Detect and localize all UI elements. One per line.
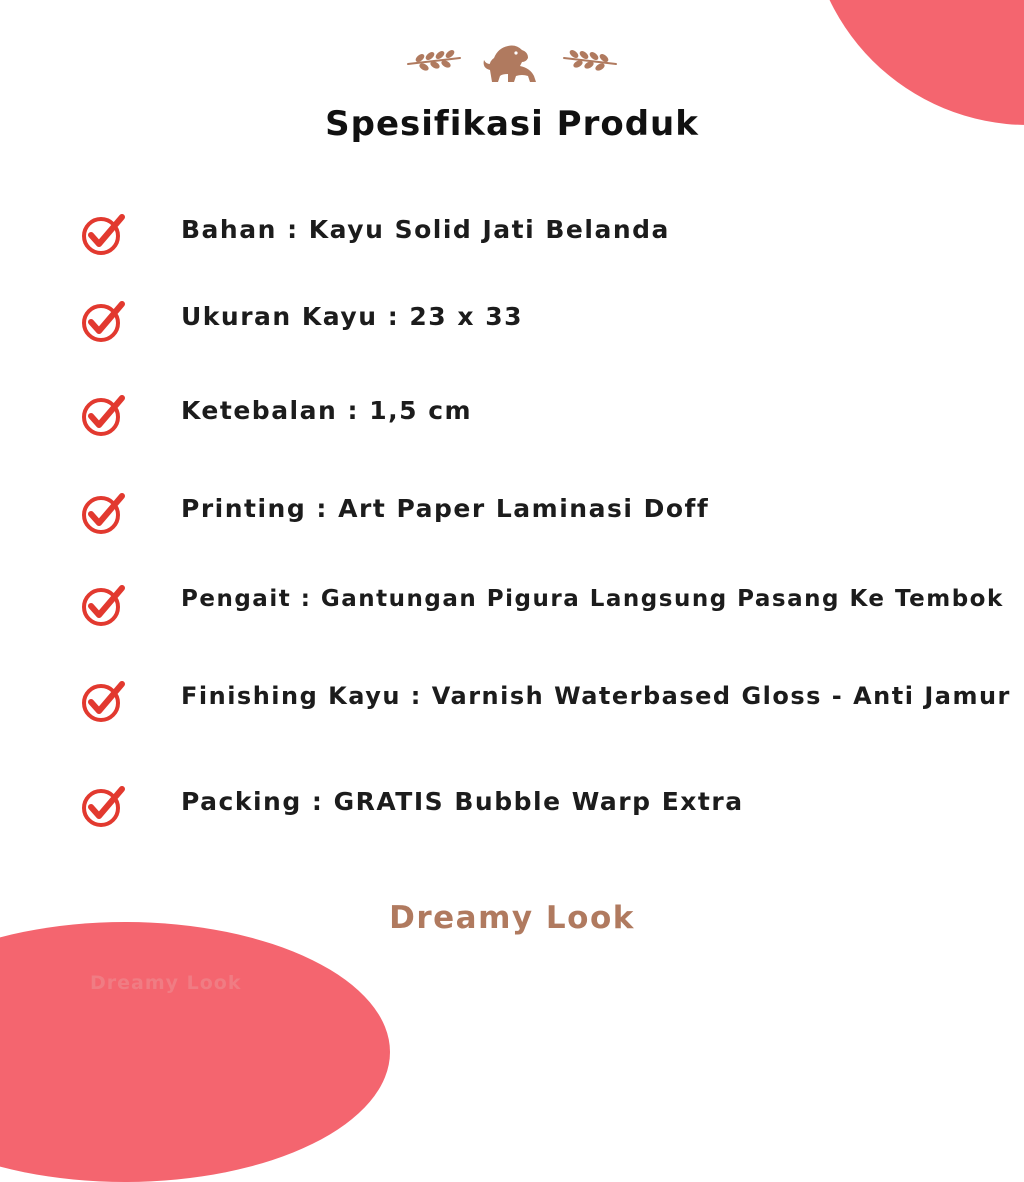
spec-text: Ketebalan : 1,5 cm <box>181 396 473 425</box>
spec-item-printing <box>0 484 1024 540</box>
check-circle-icon <box>80 211 126 257</box>
spec-item-bahan <box>0 205 1024 261</box>
spec-text: Ukuran Kayu : 23 x 33 <box>181 302 524 331</box>
lion-emblem-icon <box>404 38 620 86</box>
spec-item-packing <box>0 777 1024 833</box>
check-circle-icon <box>80 582 126 628</box>
lion-icon <box>484 46 536 83</box>
spec-text: Pengait : Gantungan Pigura Langsung Pasang Ke Tembok <box>181 586 1004 612</box>
spec-item-ukuran-kayu <box>0 292 1024 348</box>
spec-text: Packing : GRATIS Bubble Warp Extra <box>181 787 744 816</box>
check-circle-icon <box>80 392 126 438</box>
spec-text: Bahan : Kayu Solid Jati Belanda <box>181 215 670 244</box>
page-title: Spesifikasi Produk <box>325 104 699 144</box>
spec-text: Printing : Art Paper Laminasi Doff <box>181 494 710 523</box>
check-circle-icon <box>80 298 126 344</box>
laurel-left-icon <box>408 50 460 71</box>
check-circle-icon <box>80 678 126 724</box>
brand-watermark: Dreamy Look <box>90 972 242 994</box>
spec-item-finishing-kayu <box>0 672 1024 728</box>
check-circle-icon <box>80 783 126 829</box>
spec-item-pengait <box>0 576 1024 632</box>
laurel-right-icon <box>564 50 616 71</box>
spec-item-ketebalan <box>0 386 1024 442</box>
brand-name: Dreamy Look <box>389 900 635 936</box>
check-circle-icon <box>80 490 126 536</box>
spec-text: Finishing Kayu : Varnish Waterbased Gloss - Anti Jamur <box>181 682 1011 710</box>
decorative-blob-bottom-left <box>0 922 390 1182</box>
